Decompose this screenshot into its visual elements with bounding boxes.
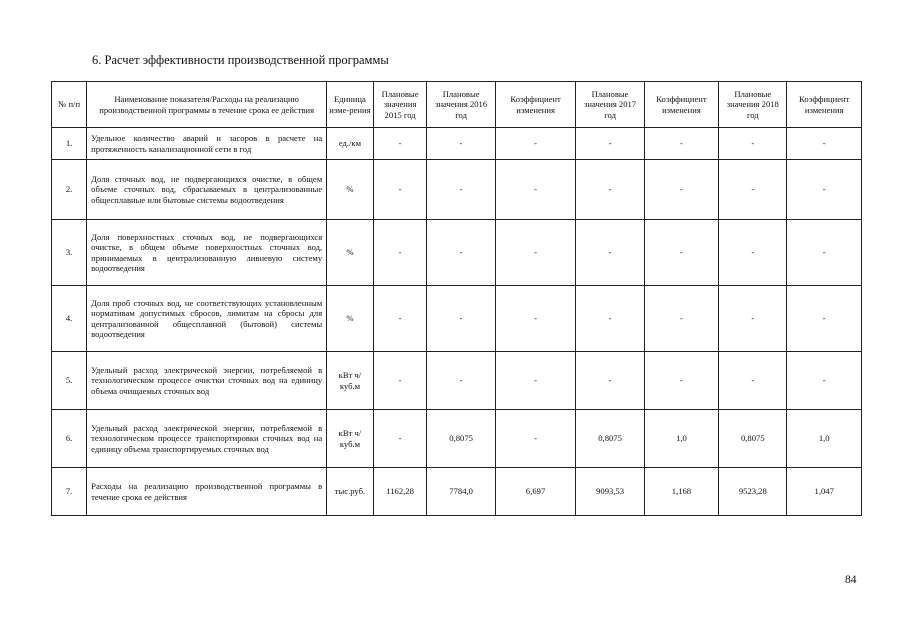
table-row xyxy=(52,220,862,286)
row-coef-2017: - xyxy=(644,160,718,220)
row-num: 6. xyxy=(52,410,87,468)
row-plan-2016: - xyxy=(427,352,495,410)
row-coef-2017: - xyxy=(644,128,718,160)
row-unit: % xyxy=(327,220,374,286)
row-num: 7. xyxy=(52,468,87,516)
row-unit: кВт ч/куб.м xyxy=(327,352,374,410)
row-coef-2018: - xyxy=(787,220,862,286)
row-coef-2018: - xyxy=(787,352,862,410)
row-coef-2018: 1,0 xyxy=(787,410,862,468)
row-plan-2018: - xyxy=(719,128,787,160)
row-coef-2016: - xyxy=(495,352,576,410)
row-name: Удельный расход электрической энергии, потребляемой в технологическом процессе очистки сточных вод на единицу объема очищаемых сточных вод xyxy=(87,352,327,410)
row-coef-2016: - xyxy=(495,410,576,468)
row-plan-2016: 7784,0 xyxy=(427,468,495,516)
row-plan-2016: - xyxy=(427,128,495,160)
row-name: Удельный расход электрической энергии, потребляемой в технологическом процессе транспортировки сточных вод на единицу объема транспортируемых сточных вод xyxy=(87,410,327,468)
table-row xyxy=(52,286,862,352)
row-plan-2015: - xyxy=(373,286,427,352)
header-plan-2018: Плановые значения 2018 год xyxy=(719,82,787,128)
efficiency-table xyxy=(51,81,862,516)
page-number: 84 xyxy=(845,574,857,586)
row-name: Расходы на реализацию производственной программы в течение срока ее действия xyxy=(87,468,327,516)
header-plan-2016: Плановые значения 2016 год xyxy=(427,82,495,128)
table-row xyxy=(52,128,862,160)
row-coef-2017: 1,168 xyxy=(644,468,718,516)
row-name: Удельное количество аварий и засоров в расчете на протяженность канализационной сети в год xyxy=(87,128,327,160)
row-plan-2018: - xyxy=(719,286,787,352)
row-plan-2015: 1162,28 xyxy=(373,468,427,516)
row-plan-2018: - xyxy=(719,220,787,286)
row-plan-2015: - xyxy=(373,220,427,286)
row-plan-2017: 9093,53 xyxy=(576,468,644,516)
row-num: 1. xyxy=(52,128,87,160)
row-coef-2018: 1,047 xyxy=(787,468,862,516)
row-coef-2016: - xyxy=(495,160,576,220)
row-coef-2016: - xyxy=(495,128,576,160)
row-unit: % xyxy=(327,286,374,352)
table-row xyxy=(52,468,862,516)
row-plan-2017: - xyxy=(576,286,644,352)
row-plan-2018: - xyxy=(719,352,787,410)
row-plan-2018: 0,8075 xyxy=(719,410,787,468)
row-num: 5. xyxy=(52,352,87,410)
row-plan-2016: - xyxy=(427,220,495,286)
header-plan-2015: Плановые значения 2015 год xyxy=(373,82,427,128)
row-plan-2015: - xyxy=(373,410,427,468)
header-unit: Единица изме-рения xyxy=(327,82,374,128)
row-plan-2017: - xyxy=(576,160,644,220)
header-name: Наименование показателя/Расходы на реализацию производственной программы в течение срока ее действия xyxy=(87,82,327,128)
row-unit: % xyxy=(327,160,374,220)
row-plan-2018: 9523,28 xyxy=(719,468,787,516)
row-name: Доля сточных вод, не подвергающихся очистке, в общем объеме сточных вод, сбрасываемых в централизованные общесплавные или бытовые системы водоотведения xyxy=(87,160,327,220)
row-plan-2015: - xyxy=(373,352,427,410)
row-coef-2017: - xyxy=(644,352,718,410)
header-num: № п/п xyxy=(52,82,87,128)
row-num: 3. xyxy=(52,220,87,286)
row-coef-2016: 6,697 xyxy=(495,468,576,516)
row-unit: тыс.руб. xyxy=(327,468,374,516)
row-plan-2016: 0,8075 xyxy=(427,410,495,468)
table-row xyxy=(52,160,862,220)
row-coef-2018: - xyxy=(787,128,862,160)
row-name: Доля проб сточных вод, не соответствующих установленным нормативам допустимых сбросов, лимитам на сбросы для централизованной общесплавной (бытовой) системы водоотведения xyxy=(87,286,327,352)
row-plan-2017: - xyxy=(576,220,644,286)
row-coef-2018: - xyxy=(787,160,862,220)
row-unit: ед./км xyxy=(327,128,374,160)
row-plan-2016: - xyxy=(427,286,495,352)
row-plan-2018: - xyxy=(719,160,787,220)
row-coef-2018: - xyxy=(787,286,862,352)
table-header-row xyxy=(52,82,862,128)
row-name: Доля поверхностных сточных вод, не подвергающихся очистке, в общем объеме поверхностных сточных вод, принимаемых в централизованную ливневую систему водоотведения xyxy=(87,220,327,286)
table-row xyxy=(52,352,862,410)
row-num: 4. xyxy=(52,286,87,352)
row-plan-2015: - xyxy=(373,128,427,160)
row-coef-2016: - xyxy=(495,220,576,286)
section-title: 6. Расчет эффективности производственной программы xyxy=(92,53,389,67)
row-coef-2017: 1,0 xyxy=(644,410,718,468)
header-coef-2017: Коэффициент изменения xyxy=(644,82,718,128)
row-plan-2017: - xyxy=(576,352,644,410)
header-plan-2017: Плановые значения 2017 год xyxy=(576,82,644,128)
row-coef-2017: - xyxy=(644,220,718,286)
row-plan-2015: - xyxy=(373,160,427,220)
row-num: 2. xyxy=(52,160,87,220)
row-plan-2017: 0,8075 xyxy=(576,410,644,468)
header-coef-2016: Коэффициент изменения xyxy=(495,82,576,128)
table-row xyxy=(52,410,862,468)
row-coef-2016: - xyxy=(495,286,576,352)
row-coef-2017: - xyxy=(644,286,718,352)
row-plan-2017: - xyxy=(576,128,644,160)
row-unit: кВт ч/куб.м xyxy=(327,410,374,468)
header-coef-2018: Коэффициент изменения xyxy=(787,82,862,128)
row-plan-2016: - xyxy=(427,160,495,220)
